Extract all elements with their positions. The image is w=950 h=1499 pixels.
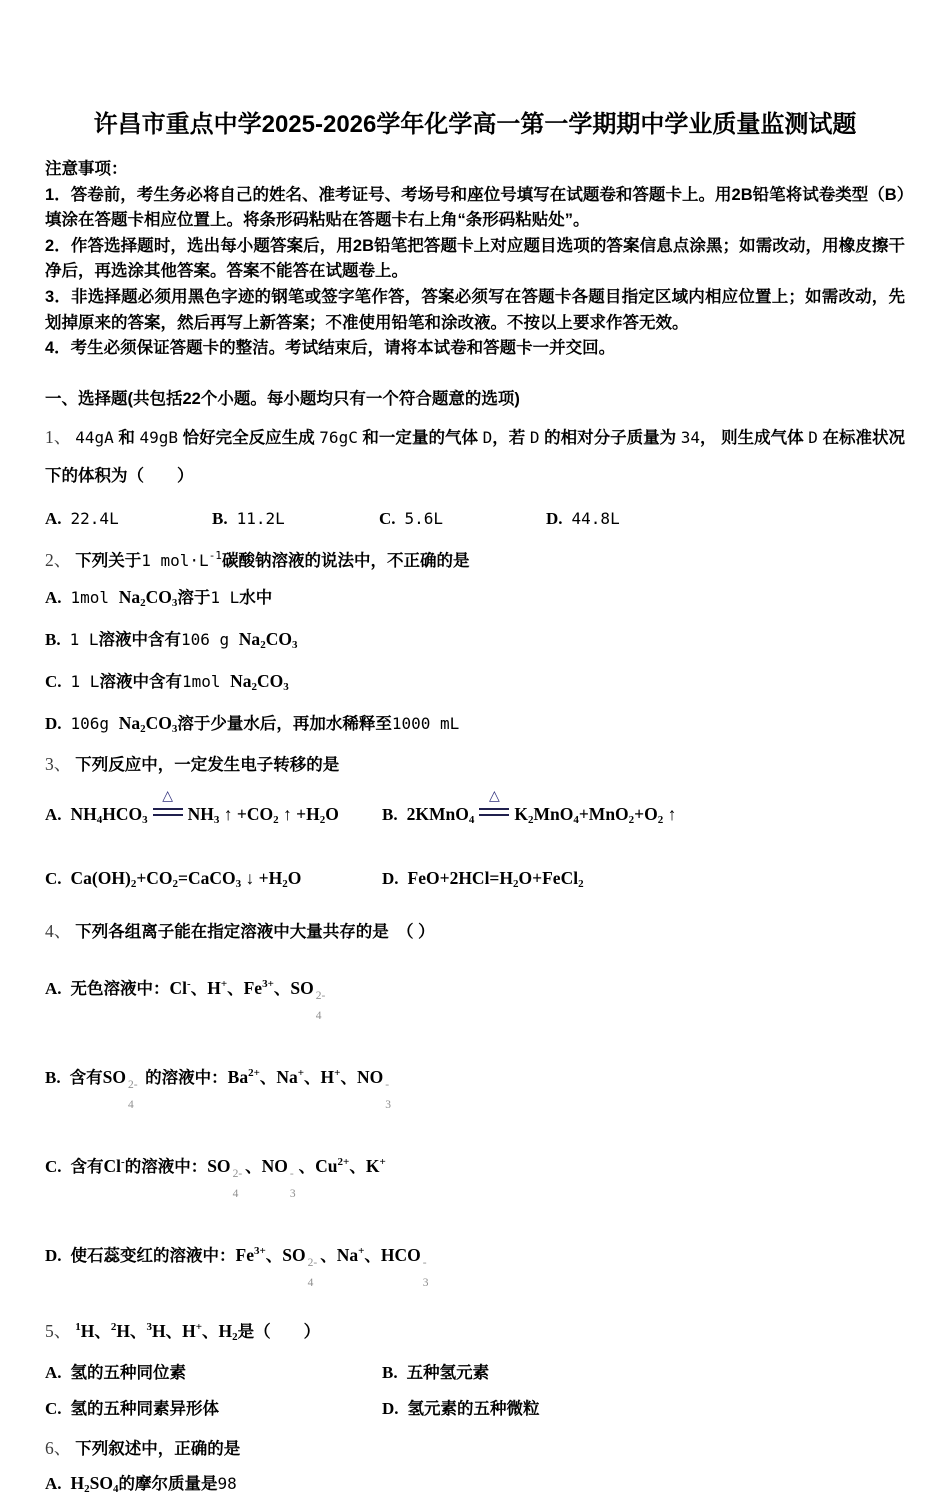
question-5 xyxy=(45,1317,905,1419)
notice-heading: 注意事项： xyxy=(45,160,128,178)
section-heading: 一、选择题(共包括22个小题。每小题均只有一个符合题意的选项) xyxy=(45,389,520,408)
notice-section xyxy=(45,157,905,362)
question-5-text: $^1$H、$^2$H、$^3$H、H+、H2是（ ） xyxy=(75,1320,321,1343)
option-2-d: D. 106g Na2CO3溶于少量水后，再加水稀释至1000 mL xyxy=(45,712,460,735)
question-2-text: 下列关于1 $mol\cdot L^{-1}$碳酸钠溶液的说法中，不正确的是 xyxy=(75,548,470,570)
question-1-stem xyxy=(45,418,905,495)
question-4 xyxy=(45,921,905,1289)
delta-heating-equals-icon: △ xyxy=(153,808,183,816)
question-6-stem xyxy=(45,1438,905,1459)
notice-item-1: 1．答卷前，考生务必将自己的姓名、准考证号、考场号和座位号填写在试题卷和答题卡上。用2B铅笔将试卷类型（B）填涂在答题卡相应位置上。将条形码粘贴在答题卡右上角“条形码粘贴处”。 xyxy=(45,185,905,230)
question-2-stem xyxy=(45,546,905,571)
question-4-text: 下列各组离子能在指定溶液中大量共存的是 （ ） xyxy=(75,922,435,941)
option-2-b: B. 1 L溶液中含有106 g Na2CO3 xyxy=(45,628,298,651)
notice-item-3: 3．非选择题必须用黑色字迹的钢笔或签字笔作答，答案必须写在答题卡各题目指定区域内相应位置上；如需改动，先划掉原来的答案，然后再写上新答案；不准使用铅笔和涂改液。不按以上要求作答无效。 xyxy=(45,287,905,332)
option-5-a: A. 氢的五种同位素 xyxy=(45,1362,187,1382)
ion-charge-stack: 2- 4 xyxy=(307,1256,318,1289)
question-number: 3、 xyxy=(45,753,72,774)
question-3-stem xyxy=(45,754,905,775)
question-1-text: 44gA 和 49gB 恰好完全反应生成 76gC 和一定量的气体 D，若 D 的相对分子质量为 34， 则生成气体 D 在标准状况下的体积为（ ） xyxy=(45,427,906,485)
question-number: 6、 xyxy=(45,1437,72,1458)
ion-charge-stack: 2- 4 xyxy=(315,989,326,1022)
option-6-a: A. H2SO4的摩尔质量是98 xyxy=(45,1472,237,1495)
question-5-stem xyxy=(45,1317,905,1347)
option-4-d: D. 使石蕊变红的溶液中：$Fe^{3+}$、SO 2- 4 、Na+、HCO - 3 xyxy=(45,1244,429,1289)
notice-item-4: 4．考生必须保证答题卡的整洁。考试结束后，请将本试卷和答题卡一并交回。 xyxy=(45,339,616,358)
option-2-c: C. 1 L溶液中含有1mol Na2CO3 xyxy=(45,670,289,693)
option-1-d: D. 44.8L xyxy=(546,508,620,528)
ion-charge-stack: 2- 4 xyxy=(127,1078,138,1111)
question-number: 1、 xyxy=(45,426,72,447)
question-1 xyxy=(45,418,905,529)
delta-heating-equals-icon: △ xyxy=(479,808,509,816)
option-1-b: B. 11.2L xyxy=(212,508,285,528)
option-2-a: A. 1mol Na2CO3溶于1 L水中 xyxy=(45,586,273,609)
question-3-options-row-1 xyxy=(45,787,905,830)
question-number: 2、 xyxy=(45,549,72,570)
question-3-options-row-2 xyxy=(45,869,905,894)
question-1-options xyxy=(45,509,905,529)
option-3-d: D. FeO+2HCl=H2O+FeCl2 xyxy=(382,867,584,890)
question-5-options-row-1 xyxy=(45,1363,905,1383)
option-4-a: A. 无色溶液中：Cl-、H+、$Fe^{3+}$、SO 2- 4 xyxy=(45,977,326,1022)
question-number: 4、 xyxy=(45,920,72,941)
ion-charge-stack: - 3 xyxy=(385,1078,391,1111)
ion-charge-stack: - 3 xyxy=(289,1167,296,1200)
option-5-c: C. 氢的五种同素异形体 xyxy=(45,1398,220,1418)
question-3 xyxy=(45,754,905,894)
question-2 xyxy=(45,546,905,739)
question-5-options-row-2 xyxy=(45,1399,905,1419)
option-5-b: B. 五种氢元素 xyxy=(382,1362,490,1382)
option-4-b: B. 含有SO 2- 4 的溶液中：$Ba^{2+}$、Na+、H+、NO - 3 xyxy=(45,1066,391,1111)
option-4-c: C. 含有Cl-的溶液中：SO 2- 4 、NO - 3 、$Cu^{2+}$、K+ xyxy=(45,1155,386,1200)
page-title: 许昌市重点中学2025-2026学年化学高一第一学期期中学业质量监测试题 xyxy=(93,111,857,138)
question-3-text: 下列反应中，一定发生电子转移的是 xyxy=(75,755,340,774)
question-6-text: 下列叙述中，正确的是 xyxy=(75,1439,241,1458)
option-1-a: A. 22.4L xyxy=(45,508,119,528)
option-3-a: A. NH4HCO3 △ NH3 ↑ +CO2 ↑ +H2O xyxy=(45,787,339,826)
option-3-c: C. Ca(OH)2+CO2=CaCO3 ↓ +H2O xyxy=(45,867,302,890)
question-4-stem xyxy=(45,921,905,942)
notice-item-2: 2．作答选择题时，选出每小题答案后，用2B铅笔把答题卡上对应题目选项的答案信息点涂黑；如需改动，用橡皮擦干净后，再选涂其他答案。答案不能答在试题卷上。 xyxy=(45,236,905,281)
option-3-b: B. 2KMnO4 △ K2MnO4+MnO2+O2 ↑ xyxy=(382,787,677,826)
ion-charge-stack: - 3 xyxy=(422,1256,429,1289)
ion-charge-stack: 2- 4 xyxy=(232,1167,243,1200)
question-number: 5、 xyxy=(45,1320,72,1341)
option-5-d: D. 氢元素的五种微粒 xyxy=(382,1398,540,1418)
option-1-c: C. 5.6L xyxy=(379,508,444,528)
question-6 xyxy=(45,1438,905,1499)
